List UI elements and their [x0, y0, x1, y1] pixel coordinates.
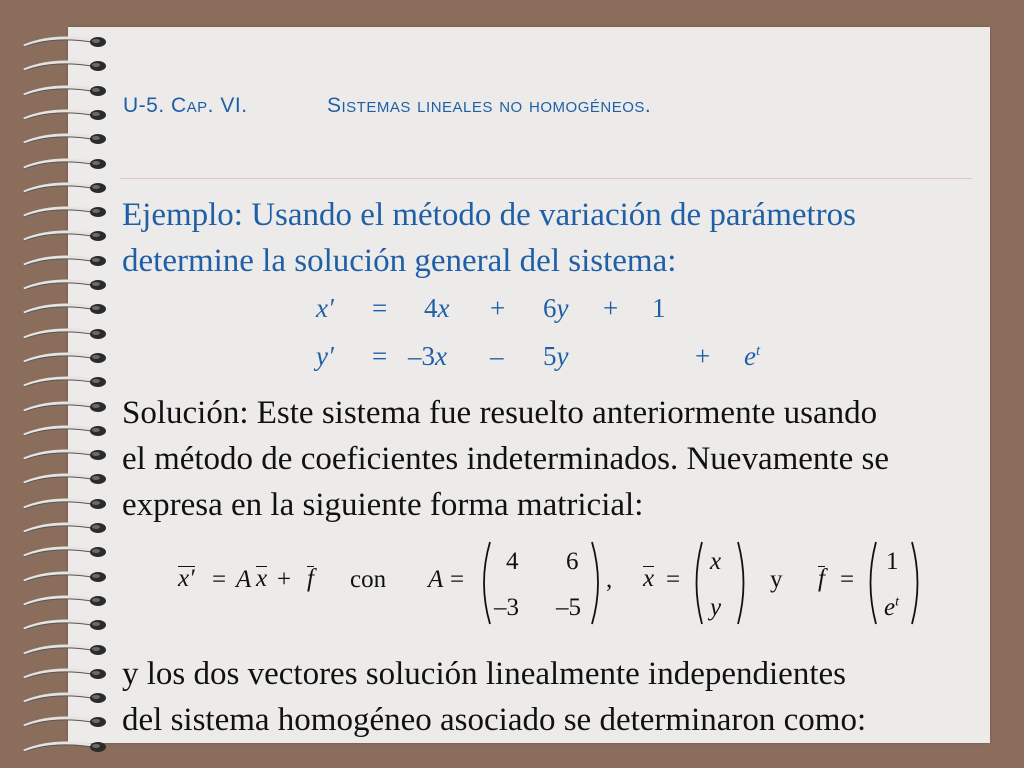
- eq2-plus: +: [695, 341, 711, 371]
- solution-line-2: el método de coeficientes indeterminados. Nuevamente se: [122, 441, 889, 477]
- header-chapter: U-5. Cap. VI.: [123, 94, 248, 117]
- eq1-const: 1: [652, 293, 666, 323]
- solution-line-3: expresa en la siguiente forma matricial:: [122, 487, 644, 523]
- eq2-exp-term: $e^t$: [744, 341, 761, 371]
- spiral-ring: [22, 156, 108, 170]
- eq2-minus: –: [490, 341, 504, 371]
- solution-text: [122, 390, 1002, 528]
- f-vec-2: $e^t$: [884, 594, 899, 621]
- solution-line-1: Solución: Este sistema fue resuelto anteriormente usando: [122, 395, 878, 431]
- mf-equals: =: [212, 566, 227, 593]
- x-vec-2: y: [710, 594, 722, 621]
- example-line-2: determine la solución general del sistema:: [122, 243, 677, 279]
- eq2-term2: 5y: [543, 341, 569, 371]
- spiral-ring: [22, 374, 108, 388]
- spiral-ring: [22, 617, 108, 631]
- f-equals: =: [840, 566, 855, 593]
- mf-A: A: [236, 566, 252, 593]
- spiral-ring: [22, 690, 108, 704]
- spiral-ring: [22, 228, 108, 242]
- spiral-ring: [22, 666, 108, 680]
- mf-plus: +: [277, 566, 292, 593]
- spiral-ring: [22, 739, 108, 753]
- A-cell-22: –5: [556, 594, 581, 621]
- con-word: con: [350, 566, 387, 593]
- spiral-ring: [22, 107, 108, 121]
- f-label: f: [818, 565, 825, 592]
- vec-x-prime: x′: [178, 565, 195, 592]
- eq2-lhs: y′: [316, 341, 334, 371]
- spiral-ring: [22, 423, 108, 437]
- A-cell-11: 4: [506, 548, 519, 575]
- eq1-plus1: +: [490, 293, 506, 323]
- spiral-ring: [22, 447, 108, 461]
- eq1-term1: 4x: [424, 293, 450, 323]
- spiral-ring: [22, 593, 108, 607]
- spiral-ring: [22, 326, 108, 340]
- spiral-ring: [22, 180, 108, 194]
- spiral-ring: [22, 496, 108, 510]
- x-vec-1: x: [710, 548, 722, 575]
- A-cell-21: –3: [494, 594, 519, 621]
- spiral-ring: [22, 399, 108, 413]
- example-statement: [122, 192, 1002, 284]
- A-equals: =: [450, 566, 465, 593]
- eq2-term1: –3x: [408, 341, 447, 371]
- spiral-ring: [22, 544, 108, 558]
- spiral-ring: [22, 277, 108, 291]
- spiral-ring: [22, 301, 108, 315]
- eq1-equals: =: [372, 293, 388, 323]
- eq1-term2: 6y: [543, 293, 569, 323]
- spiral-ring: [22, 58, 108, 72]
- spiral-ring: [22, 714, 108, 728]
- spiral-ring: [22, 253, 108, 267]
- eq1-lhs: x′: [316, 293, 334, 323]
- spiral-ring: [22, 204, 108, 218]
- spiral-ring: [22, 642, 108, 656]
- eq1-plus2: +: [603, 293, 619, 323]
- mf-x-vec: x: [256, 565, 268, 592]
- x-equals: =: [666, 566, 681, 593]
- f-vec-1: 1: [886, 548, 899, 575]
- header-topic: Sistemas lineales no homogéneos.: [327, 94, 652, 117]
- final-line-2: del sistema homogéneo asociado se determinaron como:: [122, 702, 867, 738]
- eq2-equals: =: [372, 341, 388, 371]
- A-label: A: [428, 566, 444, 593]
- spiral-ring: [22, 569, 108, 583]
- example-line-1: Ejemplo: Usando el método de variación de parámetros: [122, 197, 857, 233]
- A-cell-12: 6: [566, 548, 579, 575]
- spiral-ring: [22, 350, 108, 364]
- spiral-ring: [22, 471, 108, 485]
- spiral-binding: [0, 0, 120, 768]
- x-label: x: [643, 565, 655, 592]
- slide-page: [68, 27, 990, 743]
- header-rule: [120, 178, 972, 179]
- spiral-ring: [22, 83, 108, 97]
- spiral-ring: [22, 520, 108, 534]
- spiral-ring: [22, 34, 108, 48]
- mf-f-vec: f: [307, 565, 314, 592]
- spiral-ring: [22, 131, 108, 145]
- A-comma: ,: [606, 566, 613, 593]
- final-line-1: y los dos vectores solución linealmente independientes: [122, 656, 846, 692]
- final-text: [122, 651, 1002, 743]
- y-word: y: [770, 566, 783, 593]
